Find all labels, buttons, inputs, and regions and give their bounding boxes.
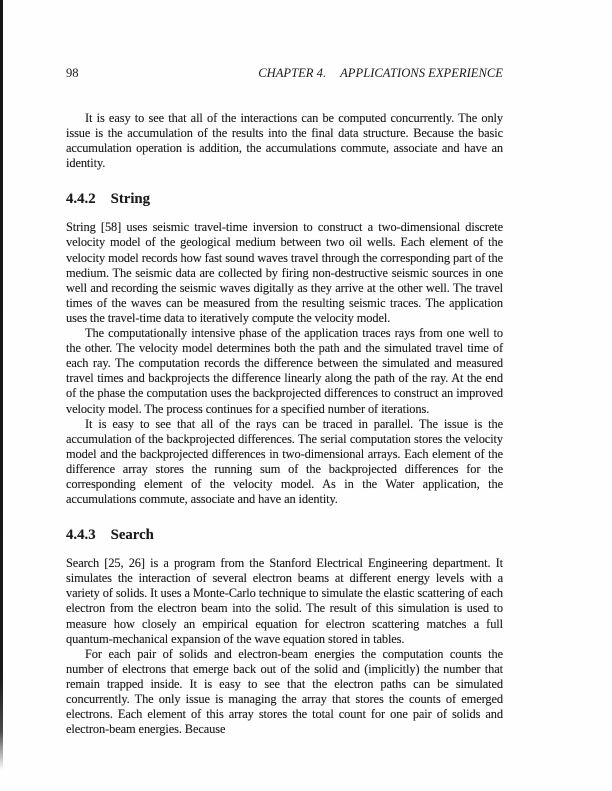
chapter-title-label: APPLICATIONS EXPERIENCE [340,66,503,80]
running-header-chapter [258,66,503,80]
section-number: 4.4.3 [66,527,96,544]
running-header [66,66,503,80]
section-title: Search [110,527,154,544]
paragraph-search-2: For each pair of solids and electron-beam energies the computation counts the number of electrons that emerge back out of the solid and (implicitly) the number that remain trapped inside. It is easy to see that the electron paths can be simulated concurrently. The only issue is managing the array that stores the counts of emerged electrons. Each element of this array stores the total count for one pair of solids and electron-beam energies. Because [66,646,503,737]
page-number: 98 [66,66,79,80]
paragraph-string-1: String [58] uses seismic travel-time inversion to construct a two-dimensional discrete velocity model of the geological medium between two oil wells. Each element of the velocity model records how fast sound waves travel through the corresponding part of the medium. The seismic data are collected by firing non-destructive seismic sources in one well and recording the seismic waves digitally as they arrive at the other well. The travel times of the waves can be measured from the resulting seismic traces. The application uses the travel-time data to iteratively compute the velocity model. [66,220,503,325]
chapter-number-label: CHAPTER 4. [258,66,327,80]
section-title: String [110,191,151,208]
page-body [66,111,503,737]
section-heading-search [66,527,503,543]
section-heading-string [66,191,503,207]
paragraph-search-1: Search [25, 26] is a program from the Stanford Electrical Engineering department. It simulates the interaction of several electron beams at different energy levels with a variety of solids. It uses a Monte-Carlo technique to simulate the elastic scattering of each electron from the electron beam into the solid. The result of this simulation is used to measure how closely an empirical equation for electron scattering matches a full quantum-mechanical expansion of the wave equation stored in tables. [66,556,503,646]
section-number: 4.4.2 [66,191,96,208]
intro-paragraph: It is easy to see that all of the interactions can be computed concurrently. The only issue is the accumulation of the results into the final data structure. Because the basic accumulation operation is addition, the accumulations commute, associate and have an identity. [66,111,503,171]
scan-edge-artifact [0,0,3,770]
paragraph-string-3: It is easy to see that all of the rays can be traced in parallel. The issue is the accumulation of the backprojected differences. The serial computation stores the velocity model and the backprojected differences in two-dimensional arrays. Each element of the difference array stores the running sum of the backprojected differences for the corresponding element of the velocity model. As in the Water application, the accumulations commute, associate and have an identity. [66,416,503,507]
paragraph-string-2: The computationally intensive phase of the application traces rays from one well to the other. The velocity model determines both the path and the simulated travel time of each ray. The computation records the difference between the simulated and measured travel times and backprojects the difference linearly along the path of the ray. At the end of the phase the computation uses the backprojected differences to construct an improved velocity model. The process continues for a specified number of iterations. [66,326,503,416]
